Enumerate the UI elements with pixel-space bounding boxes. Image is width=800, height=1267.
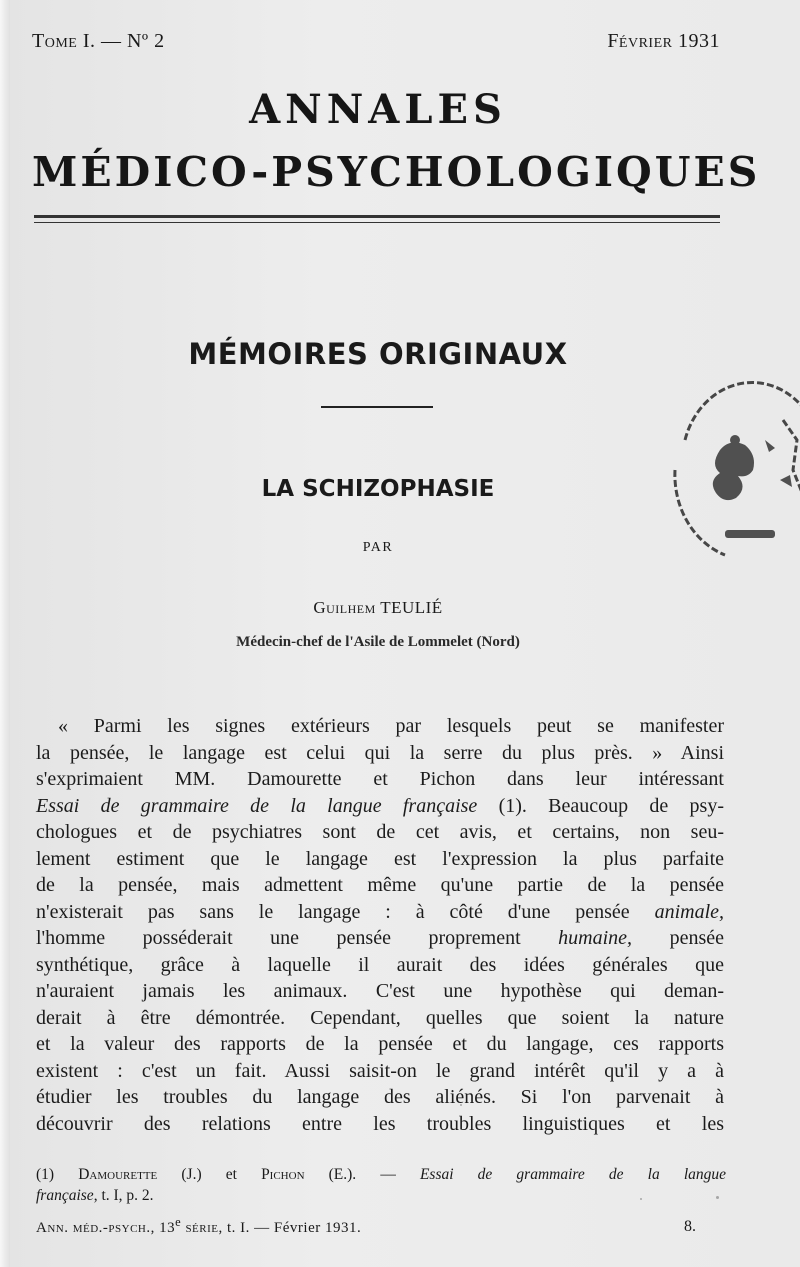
volume-rest: I. — Nº 2 bbox=[77, 30, 165, 52]
body-text bbox=[36, 713, 724, 1137]
book-title: Essai de grammaire de la langue française bbox=[36, 794, 478, 817]
body-line: découvrir des relations entre les troubles linguistiques et les bbox=[36, 1112, 724, 1135]
body-line: et la valeur des rapports de la pensée et du langage, ces rapports bbox=[36, 1033, 724, 1055]
article-title: LA SCHIZOPHASIE bbox=[261, 476, 495, 502]
library-stamp bbox=[665, 380, 800, 570]
volume-number bbox=[32, 30, 165, 53]
print-speck bbox=[640, 1198, 642, 1200]
date-prefix: Février bbox=[607, 30, 673, 52]
body-line: s'exprimaient MM. Damourette et Pichon dans leur intéressant bbox=[36, 768, 724, 790]
author-name bbox=[0, 598, 756, 618]
footnote-line: (1) Damourette (J.) et Pichon (E.). — Essai de grammaire de la langue bbox=[36, 1166, 727, 1183]
body-line: « Parmi les signes extérieurs par lesquels peut se manifester bbox=[58, 715, 724, 737]
section-title: MÉMOIRES ORIGINAUX bbox=[188, 337, 568, 371]
body-line: existent : c'est un fait. Aussi saisit-on le grand intérêt qu'il y a à bbox=[36, 1059, 724, 1082]
body-line: synthétique, grâce à laquelle il aurait des idées générales que bbox=[36, 953, 724, 976]
double-rule-top bbox=[34, 215, 720, 218]
section-divider bbox=[321, 406, 433, 408]
body-line: Essai de grammaire de la langue française (1). Beaucoup de psy- bbox=[36, 794, 724, 817]
print-speck bbox=[716, 1196, 719, 1199]
journal-title-line1: ANNALES bbox=[249, 86, 507, 133]
body-line: derait à être démontrée. Cependant, quelles que soient la nature bbox=[36, 1006, 724, 1029]
page-number: 8. bbox=[684, 1218, 696, 1235]
date-rest: 1931 bbox=[672, 30, 720, 52]
footnote-line: française, t. I, p. 2. bbox=[36, 1187, 154, 1204]
footnote bbox=[36, 1164, 726, 1206]
journal-title-line2: MÉDICO-PSYCHOLOGIQUES bbox=[32, 148, 761, 196]
author-first: Guilhem bbox=[313, 598, 376, 617]
volume-prefix: Tome bbox=[32, 30, 78, 52]
body-line: lement estiment que le langage est l'expression la plus parfaite bbox=[36, 847, 724, 870]
byline-par: PAR bbox=[362, 540, 394, 555]
author-last: TEULIÉ bbox=[375, 598, 443, 617]
body-line: n'existerait pas sans le langage : à côté d'une pensée animale, bbox=[36, 900, 724, 923]
body-line: chologues et de psychiatres sont de cet avis, et certains, non seu- bbox=[36, 821, 724, 843]
body-line: de la pensée, mais admettent même qu'une partie de la pensée bbox=[36, 874, 724, 896]
body-line: la pensée, le langage est celui qui la serre du plus près. » Ainsi bbox=[36, 741, 724, 764]
author-affiliation: Médecin-chef de l'Asile de Lommelet (Nord) bbox=[236, 634, 520, 650]
body-line: l'homme posséderait une pensée proprement humaine, pensée bbox=[36, 927, 724, 949]
body-line: n'auraient jamais les animaux. C'est une hypothèse qui deman- bbox=[36, 980, 724, 1002]
print-speck bbox=[460, 1104, 462, 1106]
issue-date bbox=[607, 30, 720, 53]
body-line: étudier les troubles du langage des aliénés. Si l'on parvenait à bbox=[36, 1086, 724, 1108]
double-rule-bottom bbox=[34, 222, 720, 223]
running-footer: Ann. méd.-psych., 13e série, t. I. — Février 1931. bbox=[36, 1215, 362, 1236]
